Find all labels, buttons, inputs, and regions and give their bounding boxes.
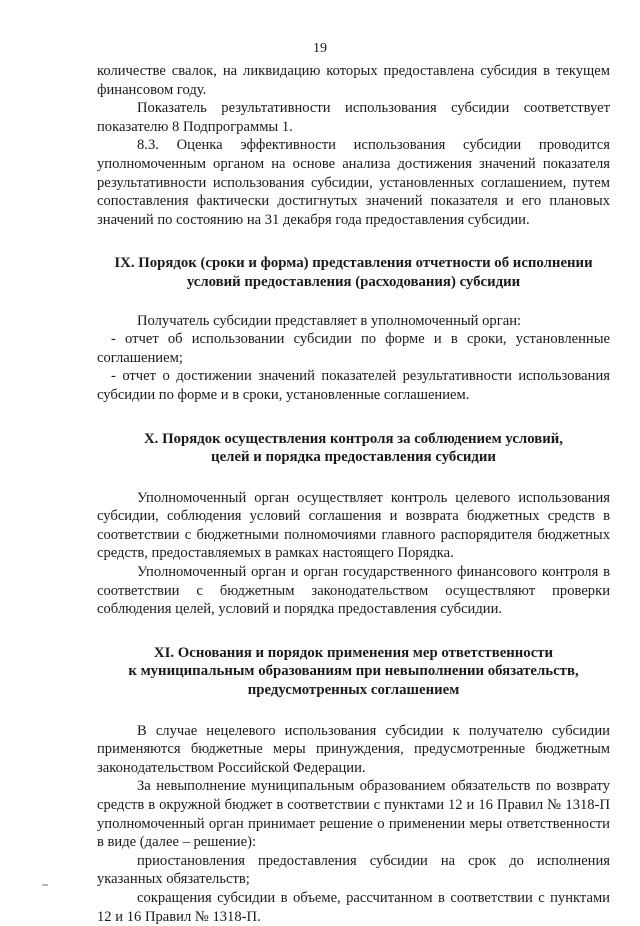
section-10-heading-line1: X. Порядок осуществления контроля за соблюдением условий,: [144, 430, 563, 447]
page-number: 19: [313, 41, 327, 56]
section-9-heading-line1: IX. Порядок (сроки и форма) представления отчетности об исполнении: [114, 255, 593, 272]
paragraph-financial-control: Уполномоченный орган и орган государственного финансового контроля в соответствии с бюджетным законодательством осуществляют проверки соблюдения целей, условий и порядка предоставления субсидии.: [97, 564, 610, 618]
list-item-indicator-report: - отчет о достижении значений показателей результативности использования субсидии по форме и в сроки, установленные соглашением.: [97, 368, 610, 403]
spacer: [97, 700, 610, 722]
paragraph-recipient-reports: Получатель субсидии представляет в уполномоченный орган:: [137, 312, 522, 329]
document-body: [97, 62, 610, 926]
paragraph-landfills-continuation: количестве свалок, на ликвидацию которых предоставлена субсидия в текущем финансовом году.: [97, 63, 610, 98]
spacer: [97, 292, 610, 312]
section-11-heading: [97, 644, 610, 700]
spacer: [97, 405, 610, 430]
paragraph-reduction: сокращения субсидии в объеме, рассчитанном в соответствии с пунктами 12 и 16 Правил № 1318-П.: [97, 889, 610, 925]
spacer: [97, 229, 610, 254]
spacer: [97, 619, 610, 644]
spacer: [97, 467, 610, 489]
paragraph-suspension: приостановления предоставления субсидии на срок до исполнения указанных обязательств;: [97, 852, 610, 888]
paragraph-misuse-measures: В случае нецелевого использования субсидии к получателю субсидии применяются бюджетные меры принуждения, предусмотренные бюджетным законодательством Российской Федерации.: [97, 722, 610, 776]
section-11-heading-line2: к муниципальным образованиям при невыполнении обязательств,: [128, 663, 579, 680]
paragraph-performance-indicator: Показатель результативности использования субсидии соответствует показателю 8 Подпрограммы 1.: [97, 100, 610, 135]
section-10-heading: [97, 430, 610, 467]
paragraph-non-fulfillment: За невыполнение муниципальным образованием обязательств по возврату средств в окружной бюджет в соответствии с пунктами 12 и 16 Правил № 1318-П уполномоченный орган принимает решение о применении меры ответственности в виде (далее – решение):: [97, 778, 610, 851]
scan-mark: [42, 884, 48, 886]
section-11-heading-line1: XI. Основания и порядок применения мер ответственности: [153, 644, 554, 661]
section-9-heading: [97, 254, 610, 291]
section-9-heading-line2: условий предоставления (расходования) субсидии: [186, 273, 521, 290]
list-item-usage-report: - отчет об использовании субсидии по форме и в сроки, установленные соглашением;: [97, 331, 610, 366]
section-10-heading-line2: целей и порядка предоставления субсидии: [211, 449, 496, 466]
section-11-heading-line3: предусмотренных соглашением: [247, 682, 460, 699]
paragraph-control-authority: Уполномоченный орган осуществляет контроль целевого использования субсидии, соблюдения условий соглашения и возврата бюджетных средств в соответствии с бюджетными полномочиями главного распорядителя бюджетных средств, предоставляемых в рамках настоящего Порядка.: [97, 489, 610, 562]
paragraph-efficiency-evaluation: 8.3. Оценка эффективности использования субсидии проводится уполномоченным органом на основе анализа достижения значений показателя результативности использования субсидии, установленных соглашением, путем сопоставления фактически достигнутых значений показателя и его плановых значений по состоянию на 31 декабря года предоставления субсидии.: [97, 137, 610, 228]
